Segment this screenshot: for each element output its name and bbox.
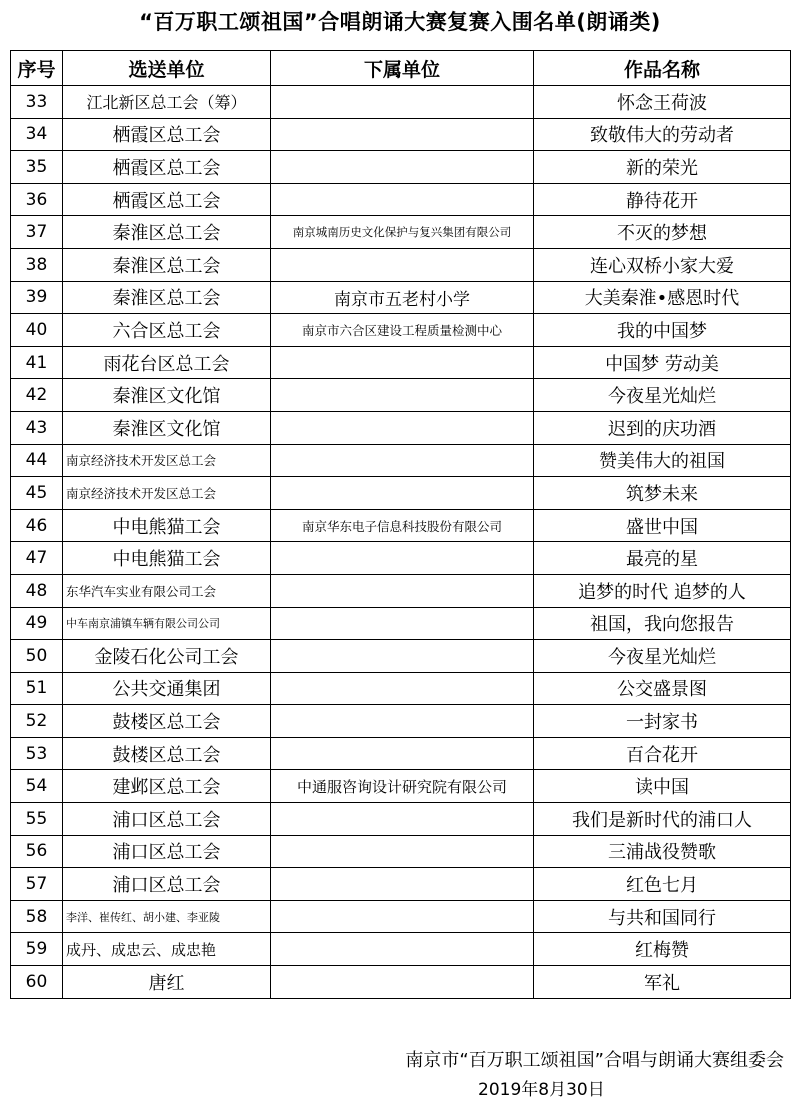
row-work-title: 红色七月 xyxy=(534,868,791,901)
row-work-title: 三浦战役赞歌 xyxy=(534,835,791,868)
row-work-title: 静待花开 xyxy=(534,183,791,216)
row-unit: 栖霞区总工会 xyxy=(63,151,271,184)
table-row xyxy=(11,346,791,379)
table-row xyxy=(11,705,791,738)
row-unit: 浦口区总工会 xyxy=(63,835,271,868)
row-sub-unit: 南京市六合区建设工程质量检测中心 xyxy=(271,314,534,347)
row-sub-unit: 中通服咨询设计研究院有限公司 xyxy=(271,770,534,803)
row-sub-unit xyxy=(271,933,534,966)
row-work-title: 公交盛景图 xyxy=(534,672,791,705)
table-row xyxy=(11,672,791,705)
row-sub-unit xyxy=(271,640,534,673)
row-sub-unit xyxy=(271,248,534,281)
table-body xyxy=(11,86,791,999)
row-unit: 秦淮区文化馆 xyxy=(63,379,271,412)
table-row xyxy=(11,640,791,673)
row-unit: 中电熊猫工会 xyxy=(63,509,271,542)
row-unit: 六合区总工会 xyxy=(63,314,271,347)
table-row xyxy=(11,477,791,510)
row-number: 41 xyxy=(11,346,63,379)
table-row xyxy=(11,248,791,281)
row-sub-unit xyxy=(271,86,534,119)
row-work-title: 今夜星光灿烂 xyxy=(534,640,791,673)
row-number: 35 xyxy=(11,151,63,184)
row-sub-unit xyxy=(271,705,534,738)
row-unit: 唐红 xyxy=(63,966,271,999)
row-work-title: 怀念王荷波 xyxy=(534,86,791,119)
row-number: 42 xyxy=(11,379,63,412)
table-row xyxy=(11,183,791,216)
table-row xyxy=(11,444,791,477)
table-header-row xyxy=(11,51,791,86)
footer-date: 2019年8月30日 xyxy=(478,1080,605,1100)
row-unit: 成丹、成忠云、成忠艳 xyxy=(63,933,271,966)
row-sub-unit: 南京城南历史文化保护与复兴集团有限公司 xyxy=(271,216,534,249)
table-row xyxy=(11,281,791,314)
row-work-title: 赞美伟大的祖国 xyxy=(534,444,791,477)
row-work-title: 致敬伟大的劳动者 xyxy=(534,118,791,151)
table-row xyxy=(11,216,791,249)
row-sub-unit xyxy=(271,183,534,216)
row-sub-unit xyxy=(271,835,534,868)
row-unit: 栖霞区总工会 xyxy=(63,183,271,216)
table-row xyxy=(11,607,791,640)
row-work-title: 今夜星光灿烂 xyxy=(534,379,791,412)
row-number: 53 xyxy=(11,737,63,770)
row-number: 60 xyxy=(11,966,63,999)
row-sub-unit xyxy=(271,607,534,640)
row-number: 47 xyxy=(11,542,63,575)
row-number: 37 xyxy=(11,216,63,249)
row-number: 36 xyxy=(11,183,63,216)
row-number: 40 xyxy=(11,314,63,347)
row-number: 50 xyxy=(11,640,63,673)
row-number: 52 xyxy=(11,705,63,738)
row-work-title: 最亮的星 xyxy=(534,542,791,575)
table-row xyxy=(11,314,791,347)
row-unit: 鼓楼区总工会 xyxy=(63,737,271,770)
row-number: 34 xyxy=(11,118,63,151)
finalist-table xyxy=(10,50,791,999)
row-number: 58 xyxy=(11,900,63,933)
row-number: 49 xyxy=(11,607,63,640)
table-row xyxy=(11,151,791,184)
table-row xyxy=(11,868,791,901)
row-sub-unit xyxy=(271,411,534,444)
table-row xyxy=(11,803,791,836)
row-sub-unit xyxy=(271,966,534,999)
row-number: 45 xyxy=(11,477,63,510)
row-unit: 栖霞区总工会 xyxy=(63,118,271,151)
row-number: 56 xyxy=(11,835,63,868)
column-header-work: 作品名称 xyxy=(534,51,791,86)
row-sub-unit xyxy=(271,151,534,184)
row-sub-unit xyxy=(271,868,534,901)
row-unit: 雨花台区总工会 xyxy=(63,346,271,379)
row-number: 48 xyxy=(11,574,63,607)
table-row xyxy=(11,770,791,803)
row-sub-unit xyxy=(271,118,534,151)
row-sub-unit xyxy=(271,542,534,575)
row-sub-unit xyxy=(271,444,534,477)
table-row xyxy=(11,509,791,542)
row-work-title: 祖国，我向您报告 xyxy=(534,607,791,640)
row-work-title: 迟到的庆功酒 xyxy=(534,411,791,444)
row-number: 38 xyxy=(11,248,63,281)
row-number: 43 xyxy=(11,411,63,444)
row-unit: 秦淮区文化馆 xyxy=(63,411,271,444)
row-sub-unit xyxy=(271,477,534,510)
row-work-title: 红梅赞 xyxy=(534,933,791,966)
row-number: 51 xyxy=(11,672,63,705)
row-unit: 鼓楼区总工会 xyxy=(63,705,271,738)
column-header-no: 序号 xyxy=(11,51,63,86)
table-row xyxy=(11,574,791,607)
column-header-sub-unit: 下属单位 xyxy=(271,51,534,86)
table-row xyxy=(11,933,791,966)
row-work-title: 我们是新时代的浦口人 xyxy=(534,803,791,836)
table-row xyxy=(11,118,791,151)
row-work-title: 连心双桥小家大爱 xyxy=(534,248,791,281)
row-unit: 秦淮区总工会 xyxy=(63,216,271,249)
row-work-title: 一封家书 xyxy=(534,705,791,738)
table-row xyxy=(11,900,791,933)
row-sub-unit xyxy=(271,900,534,933)
row-work-title: 盛世中国 xyxy=(534,509,791,542)
row-number: 33 xyxy=(11,86,63,119)
row-sub-unit xyxy=(271,379,534,412)
row-unit: 江北新区总工会（筹） xyxy=(63,86,271,119)
row-work-title: 读中国 xyxy=(534,770,791,803)
row-number: 57 xyxy=(11,868,63,901)
row-work-title: 筑梦未来 xyxy=(534,477,791,510)
row-number: 44 xyxy=(11,444,63,477)
row-unit: 中电熊猫工会 xyxy=(63,542,271,575)
table-row xyxy=(11,379,791,412)
row-work-title: 不灭的梦想 xyxy=(534,216,791,249)
row-unit: 建邺区总工会 xyxy=(63,770,271,803)
row-unit: 浦口区总工会 xyxy=(63,803,271,836)
table-row xyxy=(11,86,791,119)
row-unit: 中车南京浦镇车辆有限公司公司 xyxy=(63,607,271,640)
row-unit: 金陵石化公司工会 xyxy=(63,640,271,673)
table-row xyxy=(11,542,791,575)
row-work-title: 我的中国梦 xyxy=(534,314,791,347)
row-sub-unit xyxy=(271,672,534,705)
row-sub-unit: 南京市五老村小学 xyxy=(271,281,534,314)
table-row xyxy=(11,411,791,444)
row-unit: 秦淮区总工会 xyxy=(63,248,271,281)
row-sub-unit: 南京华东电子信息科技股份有限公司 xyxy=(271,509,534,542)
table-row xyxy=(11,737,791,770)
row-unit: 秦淮区总工会 xyxy=(63,281,271,314)
document-title: “百万职工颂祖国”合唱朗诵大赛复赛入围名单(朗诵类) xyxy=(139,10,661,34)
row-unit: 南京经济技术开发区总工会 xyxy=(63,477,271,510)
row-work-title: 追梦的时代 追梦的人 xyxy=(534,574,791,607)
row-number: 46 xyxy=(11,509,63,542)
row-number: 59 xyxy=(11,933,63,966)
column-header-unit: 选送单位 xyxy=(63,51,271,86)
row-work-title: 大美秦淮•感恩时代 xyxy=(534,281,791,314)
table-row xyxy=(11,966,791,999)
table-row xyxy=(11,835,791,868)
footer-organizer: 南京市“百万职工颂祖国”合唱与朗诵大赛组委会 xyxy=(405,1050,784,1071)
row-work-title: 新的荣光 xyxy=(534,151,791,184)
row-unit: 李洋、崔传红、胡小建、李亚陵 xyxy=(63,900,271,933)
row-sub-unit xyxy=(271,574,534,607)
row-number: 39 xyxy=(11,281,63,314)
row-work-title: 百合花开 xyxy=(534,737,791,770)
row-unit: 南京经济技术开发区总工会 xyxy=(63,444,271,477)
row-sub-unit xyxy=(271,346,534,379)
row-work-title: 军礼 xyxy=(534,966,791,999)
row-sub-unit xyxy=(271,803,534,836)
row-work-title: 与共和国同行 xyxy=(534,900,791,933)
row-number: 54 xyxy=(11,770,63,803)
row-number: 55 xyxy=(11,803,63,836)
row-unit: 东华汽车实业有限公司工会 xyxy=(63,574,271,607)
row-sub-unit xyxy=(271,737,534,770)
row-unit: 浦口区总工会 xyxy=(63,868,271,901)
row-unit: 公共交通集团 xyxy=(63,672,271,705)
row-work-title: 中国梦 劳动美 xyxy=(534,346,791,379)
